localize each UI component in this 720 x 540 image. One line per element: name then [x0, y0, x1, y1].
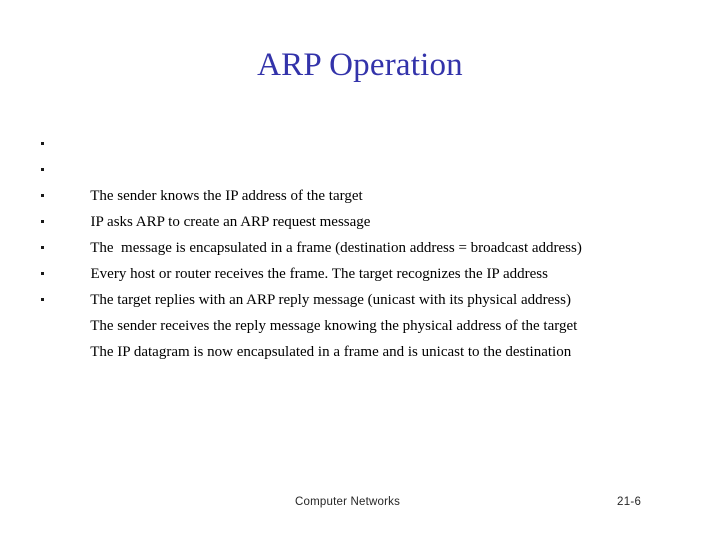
- list-item-label: The target replies with an ARP reply message (unicast with its physical address): [90, 292, 571, 308]
- list-item-label: The sender knows the IP address of the target: [90, 188, 363, 204]
- footer-page-number: 21-6: [617, 496, 642, 508]
- footer-course-label: Computer Networks: [295, 496, 401, 508]
- list-item: [36, 131, 696, 204]
- bullet-point-icon: [41, 246, 44, 249]
- slide-footer: [0, 494, 720, 512]
- bullet-list: [36, 131, 696, 360]
- list-item-label: IP asks ARP to create an ARP request message: [90, 214, 371, 230]
- bullet-point-icon: [41, 194, 44, 197]
- bullet-point-icon: [41, 220, 44, 223]
- list-item-label: Every host or router receives the frame. The target recognizes the IP address: [90, 266, 548, 282]
- list-item-label: The sender receives the reply message knowing the physical address of the target: [90, 318, 578, 334]
- bullet-point-icon: [41, 272, 44, 275]
- list-item-label: The IP datagram is now encapsulated in a frame and is unicast to the destination: [90, 344, 572, 360]
- list-item-label: The message is encapsulated in a frame (destination address = broadcast address): [90, 240, 582, 256]
- bullet-point-icon: [41, 168, 44, 171]
- bullet-point-icon: [41, 298, 44, 301]
- bullet-point-icon: [41, 142, 44, 145]
- page-title: ARP Operation: [257, 47, 463, 83]
